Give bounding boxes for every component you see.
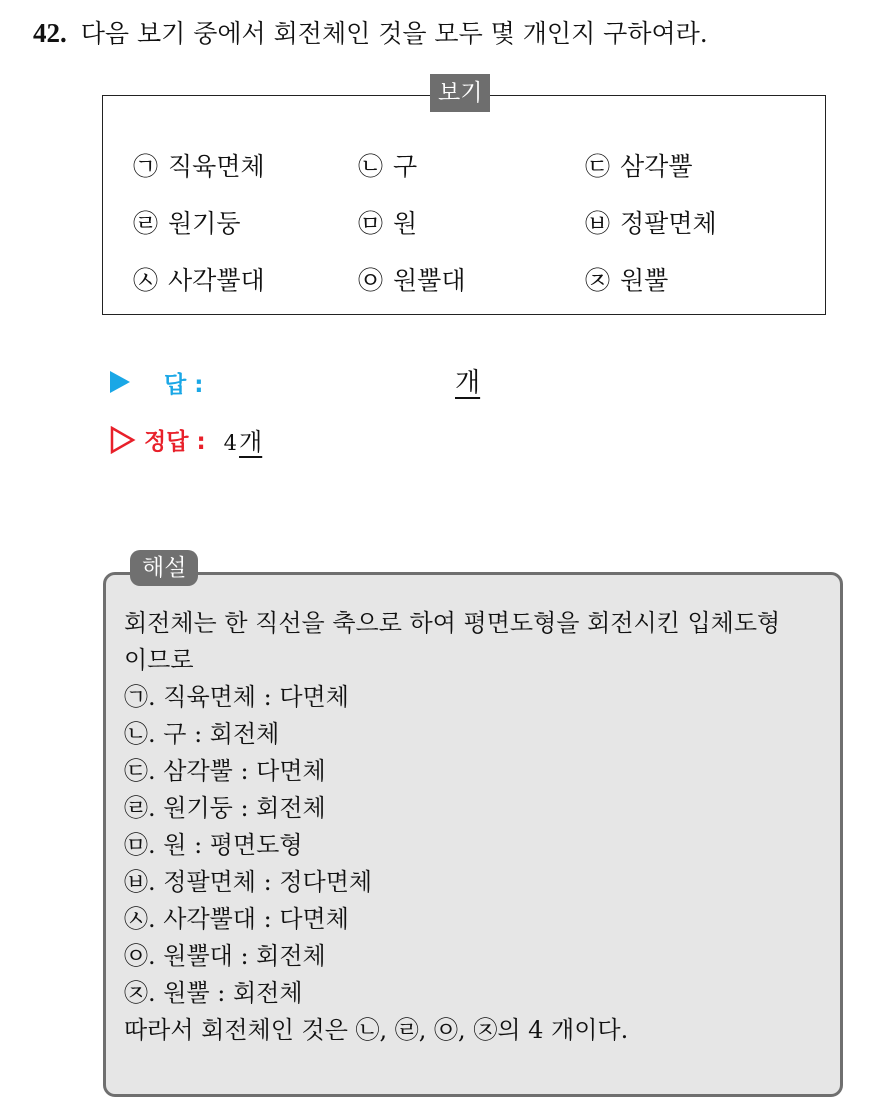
bogi-row bbox=[133, 193, 813, 250]
choice-label: 정팔면체 bbox=[620, 208, 717, 238]
question bbox=[33, 14, 708, 50]
bogi-item bbox=[133, 147, 358, 183]
bogi-item bbox=[133, 204, 358, 240]
bogi-item bbox=[585, 261, 668, 297]
correct-value bbox=[224, 422, 263, 457]
choice-mark: ㉨ bbox=[585, 265, 611, 295]
bogi-row bbox=[133, 136, 813, 193]
choice-label: 직육면체 bbox=[168, 151, 265, 181]
bogi-item bbox=[585, 204, 717, 240]
play-triangle-icon bbox=[110, 371, 130, 393]
choice-mark: ㉣ bbox=[133, 208, 159, 238]
bogi-item bbox=[585, 147, 692, 183]
correct-number: 4 bbox=[223, 431, 238, 455]
bogi-box bbox=[102, 80, 826, 315]
explanation-line: 회전체는 한 직선을 축으로 하여 평면도형을 회전시킨 입체도형 bbox=[124, 609, 781, 637]
choice-label: 원 bbox=[393, 208, 418, 238]
explanation-line: ㉥. 정팔면체 : 정다면체 bbox=[124, 868, 373, 896]
correct-unit: 개 bbox=[239, 428, 263, 456]
choice-label: 원뿔 bbox=[620, 265, 669, 295]
bogi-grid bbox=[133, 136, 813, 307]
choice-label: 원뿔대 bbox=[393, 265, 466, 295]
answer-label: 답 : bbox=[164, 371, 204, 398]
choice-label: 사각뿔대 bbox=[168, 265, 265, 295]
explanation-line: 이므로 bbox=[124, 646, 194, 674]
bogi-item bbox=[133, 261, 358, 297]
bogi-title: 보기 bbox=[430, 74, 490, 112]
answer-line bbox=[110, 362, 203, 402]
choice-mark: ㉦ bbox=[133, 265, 159, 295]
explanation-title: 해설 bbox=[130, 550, 198, 586]
choice-mark: ㉢ bbox=[585, 151, 611, 181]
correct-label: 정답 : bbox=[144, 429, 206, 455]
answer-blank-unit[interactable]: 개 bbox=[455, 368, 481, 398]
bogi-item bbox=[358, 261, 585, 297]
choice-label: 원기둥 bbox=[168, 208, 241, 238]
explanation-line: ㉧. 원뿔대 : 회전체 bbox=[124, 942, 326, 970]
choice-mark: ㉠ bbox=[133, 151, 159, 181]
explanation-line: ㉨. 원뿔 : 회전체 bbox=[124, 979, 303, 1007]
question-number: 42. bbox=[33, 18, 67, 48]
explanation-line: 따라서 회전체인 것은 ㉡, ㉣, ㉧, ㉨의 4 개이다. bbox=[124, 1016, 629, 1044]
choice-mark: ㉡ bbox=[358, 151, 384, 181]
choice-label: 구 bbox=[393, 151, 418, 181]
choice-label: 삼각뿔 bbox=[620, 151, 693, 181]
explanation-line: ㉡. 구 : 회전체 bbox=[124, 720, 280, 748]
explanation-line: ㉣. 원기둥 : 회전체 bbox=[124, 794, 326, 822]
explanation-line: ㉠. 직육면체 : 다면체 bbox=[124, 683, 349, 711]
bogi-row bbox=[133, 250, 813, 307]
bogi-item bbox=[358, 147, 585, 183]
explanation-body bbox=[124, 605, 780, 1049]
choice-mark: ㉤ bbox=[358, 208, 384, 238]
bogi-item bbox=[358, 204, 585, 240]
outline-triangle-icon bbox=[110, 426, 136, 454]
explanation-line: ㉤. 원 : 평면도형 bbox=[124, 831, 303, 859]
explanation-line: ㉢. 삼각뿔 : 다면체 bbox=[124, 757, 326, 785]
choice-mark: ㉥ bbox=[585, 208, 611, 238]
explanation-line: ㉦. 사각뿔대 : 다면체 bbox=[124, 905, 349, 933]
question-text: 다음 보기 중에서 회전체인 것을 모두 몇 개인지 구하여라. bbox=[80, 19, 708, 48]
correct-answer-line bbox=[110, 422, 262, 457]
choice-mark: ㉧ bbox=[358, 265, 384, 295]
